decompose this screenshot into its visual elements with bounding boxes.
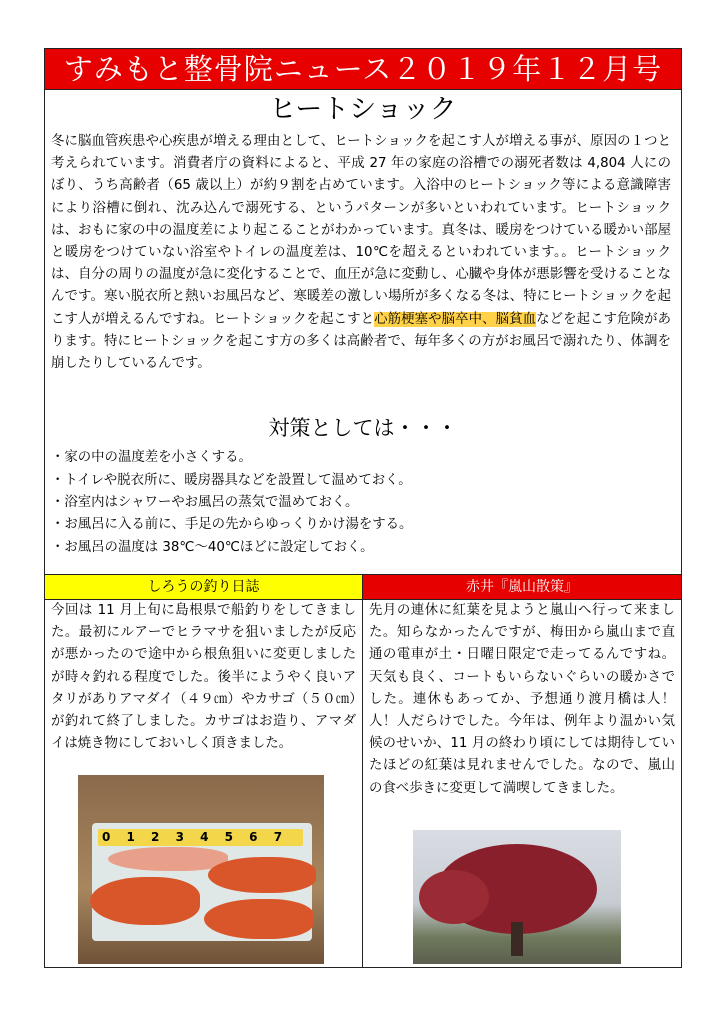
arashiyama-body: 先月の連休に紅葉を見ようと嵐山へ行って来ました。知らなかったんですが、梅田から嵐山まで直通の電車が土・日曜日限定で走ってるんですね。天気も良く、コートもいらないぐらいの暖かさでした。連休もあってか、予想通り渡月橋は人！人！人だらけでした。今年は、例年より温かい気候のせいか、11 月の終わり頃にしては期待していたほどの紅葉は見れませんでした。なので、嵐山の食べ歩きに変更して満喫してきました。 [369,603,675,796]
fishing-body: 今回は 11 月上旬に島根県で船釣りをしてきました。最初にルアーでヒラマサを狙いましたが反応が悪かったので途中から根魚狙いに変更しましたが時々釣れる程度でした。後半にようやく良いアタリがありアマダイ（４９㎝）やカサゴ（５０㎝）が釣れて終了しました。カサゴはお造り、アマダイは焼き物にしておいしく頂きました。 [51,603,356,752]
tree-canopy-side [419,870,489,924]
measure-item: ・ お風呂に入る前に、手足の先からゆっくりかけ湯をする。 [51,514,681,536]
fish-kasago-2 [208,857,316,893]
fish-kasago-3 [204,899,314,939]
ruler-numbers: 0 1 2 3 4 5 6 7 [102,830,289,844]
measuring-ruler [98,829,303,846]
autumn-tree-photo [413,830,621,964]
measure-item: ・ 家の中の温度差を小さくする。 [51,447,681,469]
heat-shock-body-part1: 冬に脳血管疾患や心疾患が増える理由として、ヒートショックを起こす人が増える事が、原因の１つと考えられています。消費者庁の資料によると、平成 27 年の家庭の浴槽での溺死者数は 4,804 人にのぼり、うち高齢者（65 歳以上）が約９割を占めています。入浴中のヒートショック等による意識障害により浴槽に倒れ、沈み込んで溺死する、というパターンが多いといわれています。ヒートショックは、おもに家の中の温度差により起こることがわかっています。真冬は、暖房をつけている暖かい部屋と暖房をつけていない浴室やトイレの温度差は、10℃を超えるといわれています。。ヒートショックは、自分の周りの温度が急に変化することで、血圧が急に変動し、心臓や身体が悪影響を受けることなんです。寒い脱衣所と熱いお風呂など、寒暖差の激しい場所が多くなる冬は、特にヒートショックを起こす人が増えるんですね。ヒートショックを起こすと [51,134,671,327]
measures-list [45,447,681,559]
measure-item: ・ トイレや脱衣所に、暖房器具などを設置して温めておく。 [51,470,681,492]
arashiyama-column [363,575,681,967]
columns-section [45,574,681,967]
measure-item: ・ お風呂の温度は 38℃～40℃ほどに設定しておく。 [51,537,681,559]
measures-title: 対策としては・・・ [268,416,458,441]
heat-shock-body-part2: などを起こす危険があります。特にヒートショックを起こす方の多くは高齢者で、毎年多くの方がお風呂で溺れたり、体調を崩したりしているんです。 [51,311,672,372]
arashiyama-heading: 赤井『嵐山散策』 [363,575,681,600]
highlight-myocardial-infarction: 心筋梗塞 [374,311,429,327]
measure-item: ・ 浴室内はシャワーやお風呂の蒸気で温めておく。 [51,492,681,514]
tree-trunk [511,922,523,956]
fishing-column [45,575,363,967]
heat-shock-body [45,131,681,375]
fish-kasago-1 [90,877,200,925]
highlight-stroke-anemia: や脳卒中、脳貧血 [428,311,537,327]
newsletter-frame [44,48,682,968]
fish-amadai [108,847,228,871]
heat-shock-title: ヒートショック [269,94,457,125]
fishing-heading: しろうの釣り日誌 [45,575,362,600]
newsletter-banner: すみもと整骨院ニュース２０１９年１２月号 [45,49,681,90]
fish-photo [78,775,324,964]
